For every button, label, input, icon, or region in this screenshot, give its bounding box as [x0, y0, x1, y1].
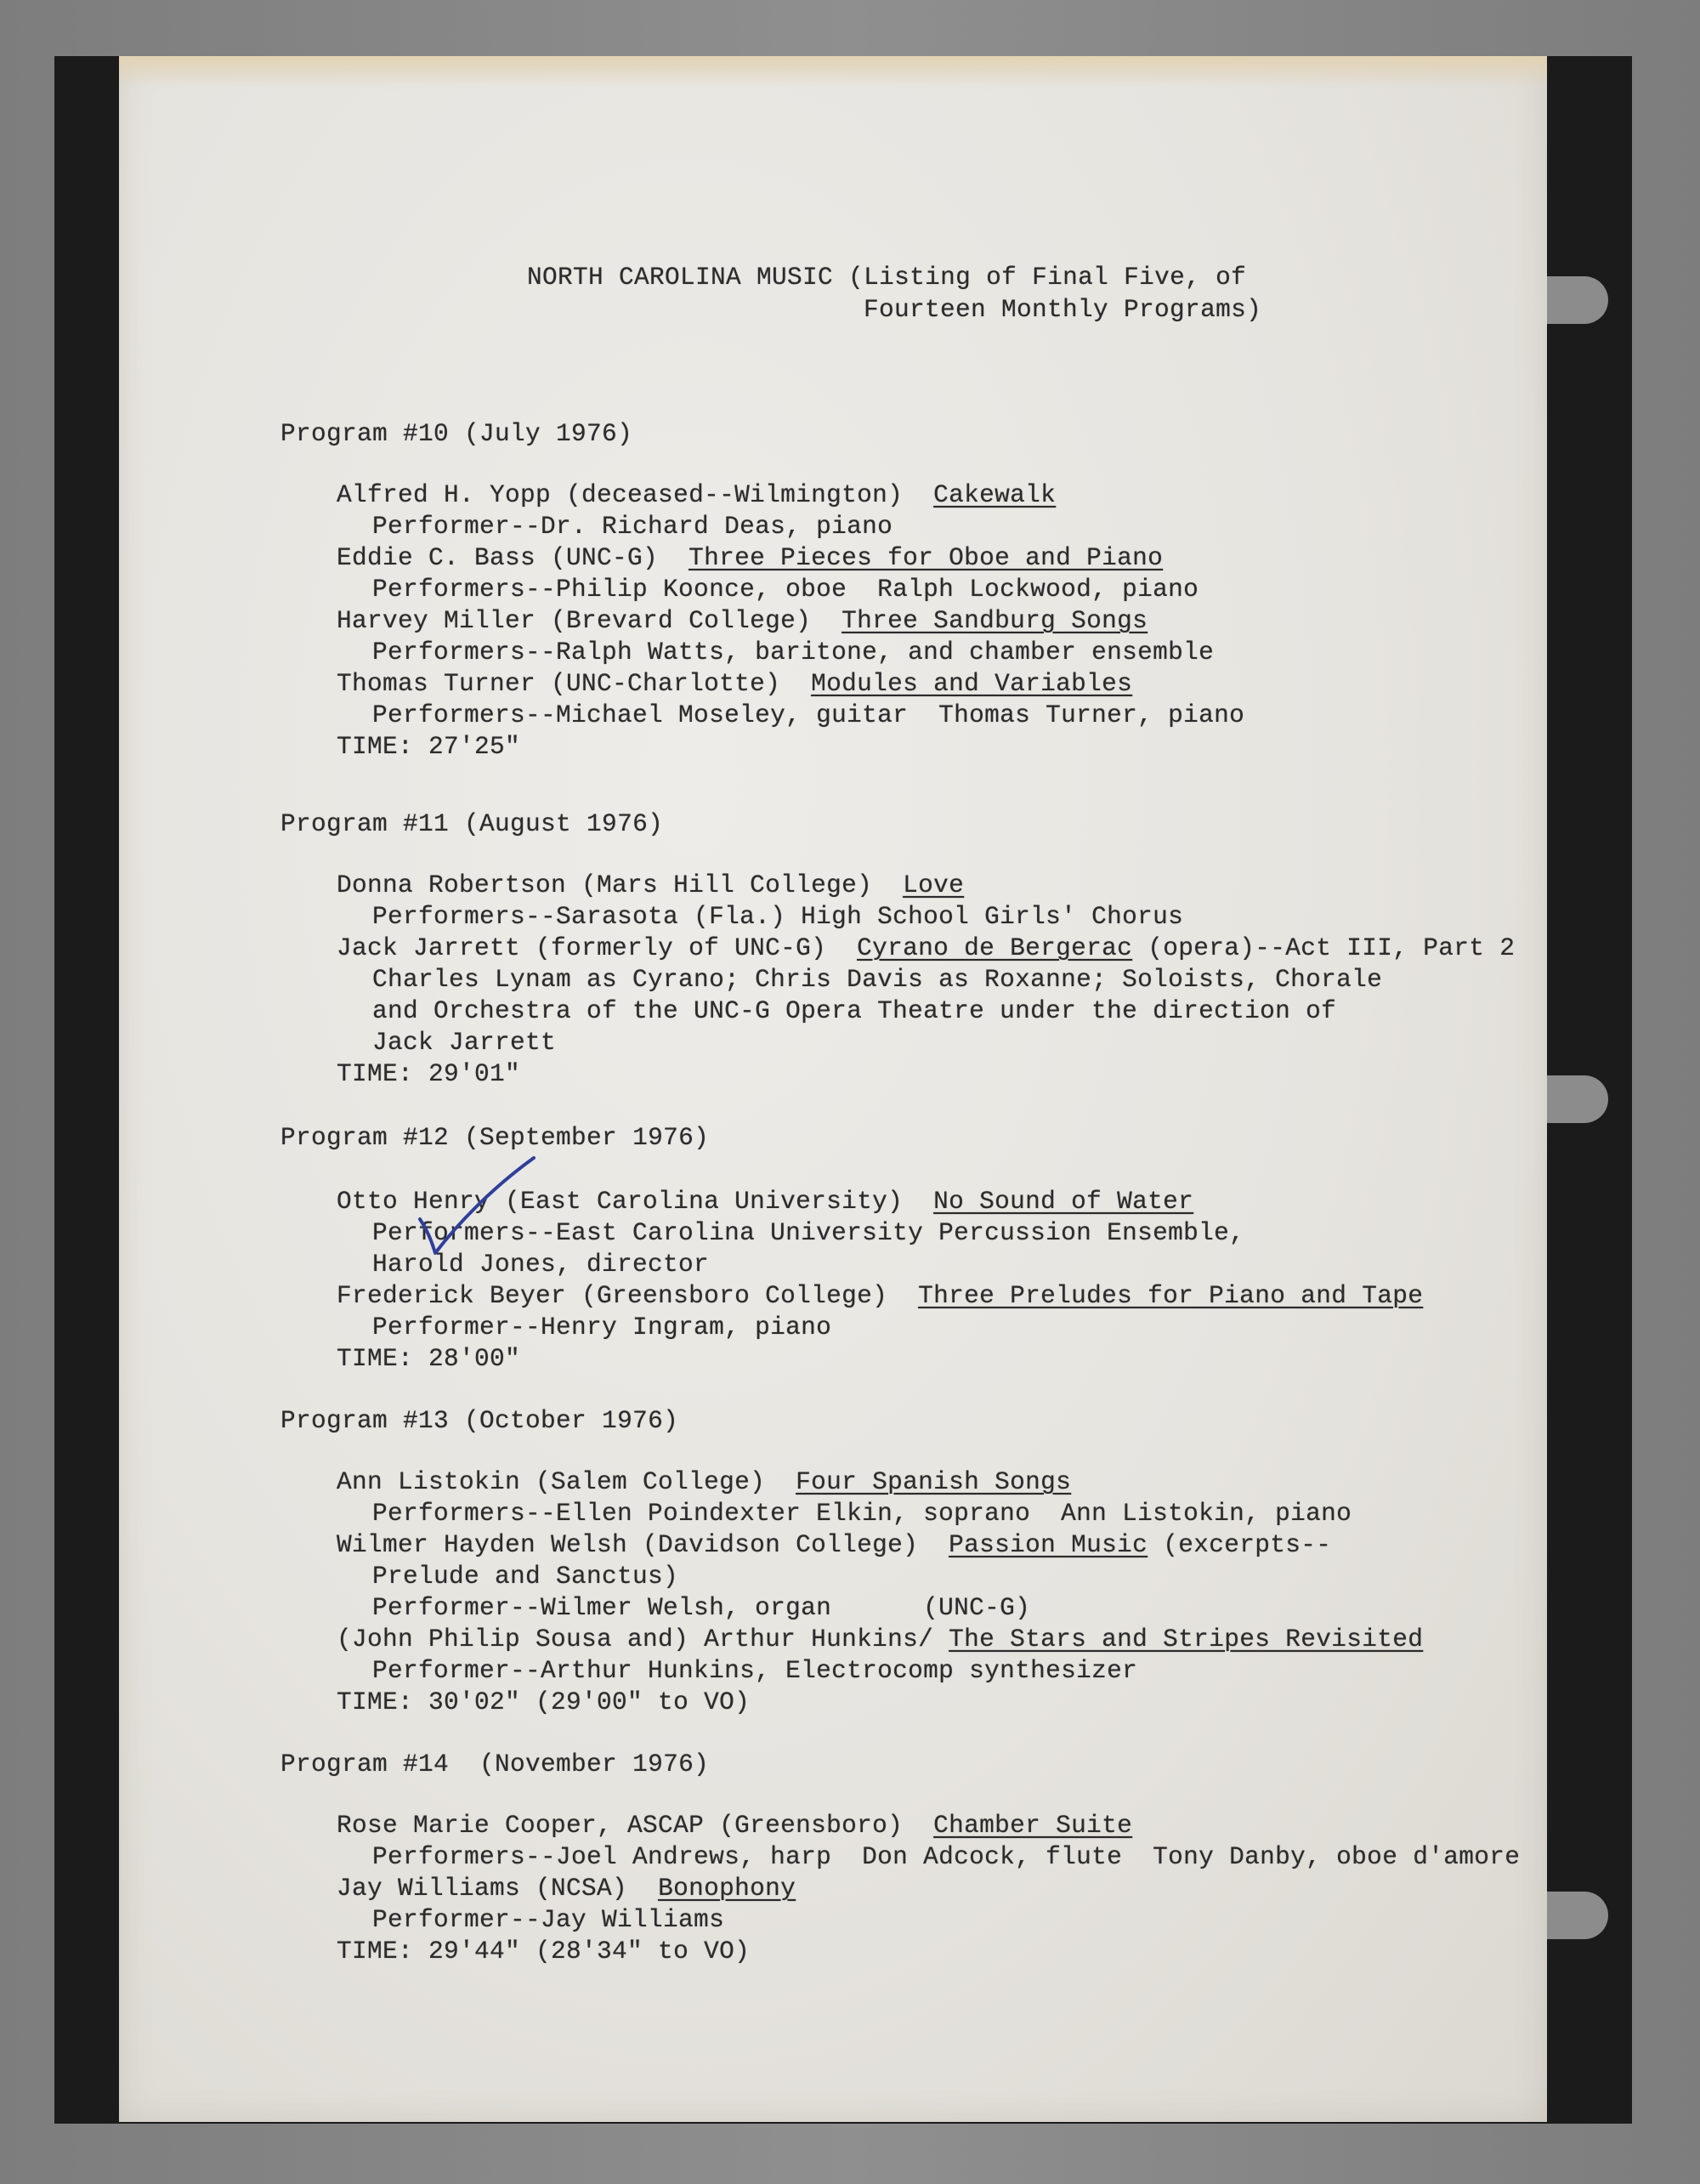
work-title: Four Spanish Songs — [796, 1467, 1072, 1496]
composer-name: Frederick Beyer (Greensboro College) — [337, 1281, 888, 1310]
work-title: Passion Music — [949, 1530, 1148, 1559]
program-heading: Program #12 (September 1976) — [280, 1123, 710, 1152]
binder-tab — [1547, 1075, 1608, 1123]
program-heading: Program #13 (October 1976) — [280, 1406, 679, 1435]
typewritten-page — [119, 56, 1547, 2122]
work-title: Cakewalk — [933, 480, 1057, 509]
work-title: The Stars and Stripes Revisited — [949, 1625, 1424, 1654]
performer-line: Performer--Arthur Hunkins, Electrocomp synthesizer — [372, 1656, 1138, 1685]
performer-line: Performers--Philip Koonce, oboe Ralph Lockwood, piano — [372, 575, 1199, 604]
binder-tab — [1547, 1892, 1608, 1939]
work-title: Three Preludes for Piano and Tape — [918, 1281, 1424, 1310]
performer-line: Performers--Ellen Poindexter Elkin, soprano Ann Listokin, piano — [372, 1499, 1352, 1528]
work-title: No Sound of Water — [933, 1187, 1194, 1216]
performer-line: Performer--Wilmer Welsh, organ (UNC-G) — [372, 1593, 1031, 1622]
work-title: Three Sandburg Songs — [842, 606, 1148, 635]
work-title: Cyrano de Bergerac — [857, 933, 1133, 962]
composer-entry — [337, 668, 1132, 700]
performer-line: Performers--Ralph Watts, baritone, and chamber ensemble — [372, 638, 1215, 667]
program-heading: Program #14 (November 1976) — [280, 1750, 710, 1778]
binder-tab — [1547, 276, 1608, 324]
program-time: TIME: 27'25" — [337, 732, 521, 761]
composer-name: Jay Williams (NCSA) — [337, 1874, 628, 1903]
composer-name: Donna Robertson (Mars Hill College) — [337, 871, 873, 899]
composer-entry — [337, 933, 1515, 964]
document-title-continued: Fourteen Monthly Programs) — [864, 295, 1262, 324]
composer-name: Harvey Miller (Brevard College) — [337, 606, 812, 635]
composer-name: Rose Marie Cooper, ASCAP (Greensboro) — [337, 1811, 904, 1840]
check-mark-icon — [413, 1153, 541, 1263]
composer-entry — [337, 1624, 1423, 1655]
composer-entry — [337, 1810, 1132, 1841]
program-time: TIME: 29'01" — [337, 1059, 521, 1088]
performer-line: Performer--Jay Williams — [372, 1905, 725, 1934]
document-title: NORTH CAROLINA MUSIC (Listing of Final Five, of — [527, 263, 1247, 292]
performer-line: and Orchestra of the UNC-G Opera Theatre under the direction of — [372, 996, 1337, 1025]
composer-name: Alfred H. Yopp (deceased--Wilmington) — [337, 480, 904, 509]
composer-entry — [337, 1873, 796, 1904]
composer-entry — [337, 1466, 1071, 1498]
performer-line: Performers--Michael Moseley, guitar Thomas Turner, piano — [372, 701, 1245, 729]
performer-line: Performer--Henry Ingram, piano — [372, 1313, 832, 1342]
performer-line: Harold Jones, director — [372, 1250, 710, 1279]
program-time: TIME: 30'02" (29'00" to VO) — [337, 1688, 751, 1716]
composer-entry — [337, 1280, 1423, 1312]
program-heading: Program #10 (July 1976) — [280, 419, 633, 448]
work-title: Chamber Suite — [933, 1811, 1133, 1840]
composer-name: Jack Jarrett (formerly of UNC-G) — [337, 933, 827, 962]
composer-entry — [337, 479, 1056, 511]
work-note: (opera)--Act III, Part 2 — [1148, 933, 1516, 962]
performer-line: Performers--Sarasota (Fla.) High School Girls' Chorus — [372, 902, 1184, 931]
program-time: TIME: 29'44" (28'34" to VO) — [337, 1937, 751, 1966]
composer-name: Wilmer Hayden Welsh (Davidson College) — [337, 1530, 919, 1559]
composer-name: Thomas Turner (UNC-Charlotte) — [337, 669, 781, 698]
composer-entry — [337, 605, 1148, 637]
program-time: TIME: 28'00" — [337, 1344, 521, 1373]
composer-name: Ann Listokin (Salem College) — [337, 1467, 766, 1496]
composer-entry — [337, 542, 1163, 574]
work-note: (excerpts-- — [1163, 1530, 1332, 1559]
performer-line: Performers--Joel Andrews, harp Don Adcock, flute Tony Danby, oboe d'amore — [372, 1842, 1521, 1871]
work-title: Love — [903, 871, 965, 899]
program-heading: Program #11 (August 1976) — [280, 809, 664, 838]
performer-line: Prelude and Sanctus) — [372, 1562, 679, 1591]
performer-line: Performers--East Carolina University Percussion Ensemble, — [372, 1218, 1245, 1247]
composer-name: Otto Henry (East Carolina University) — [337, 1187, 904, 1216]
performer-line: Performer--Dr. Richard Deas, piano — [372, 512, 893, 541]
performer-line: Charles Lynam as Cyrano; Chris Davis as Roxanne; Soloists, Chorale — [372, 965, 1383, 994]
composer-name: Eddie C. Bass (UNC-G) — [337, 543, 659, 572]
performer-line: Jack Jarrett — [372, 1028, 557, 1057]
composer-entry — [337, 870, 964, 901]
composer-entry — [337, 1529, 1331, 1561]
work-title: Bonophony — [658, 1874, 796, 1903]
work-title: Modules and Variables — [811, 669, 1133, 698]
work-title: Three Pieces for Oboe and Piano — [688, 543, 1164, 572]
composer-name: (John Philip Sousa and) Arthur Hunkins/ — [337, 1625, 934, 1654]
document-text — [119, 56, 1547, 2122]
